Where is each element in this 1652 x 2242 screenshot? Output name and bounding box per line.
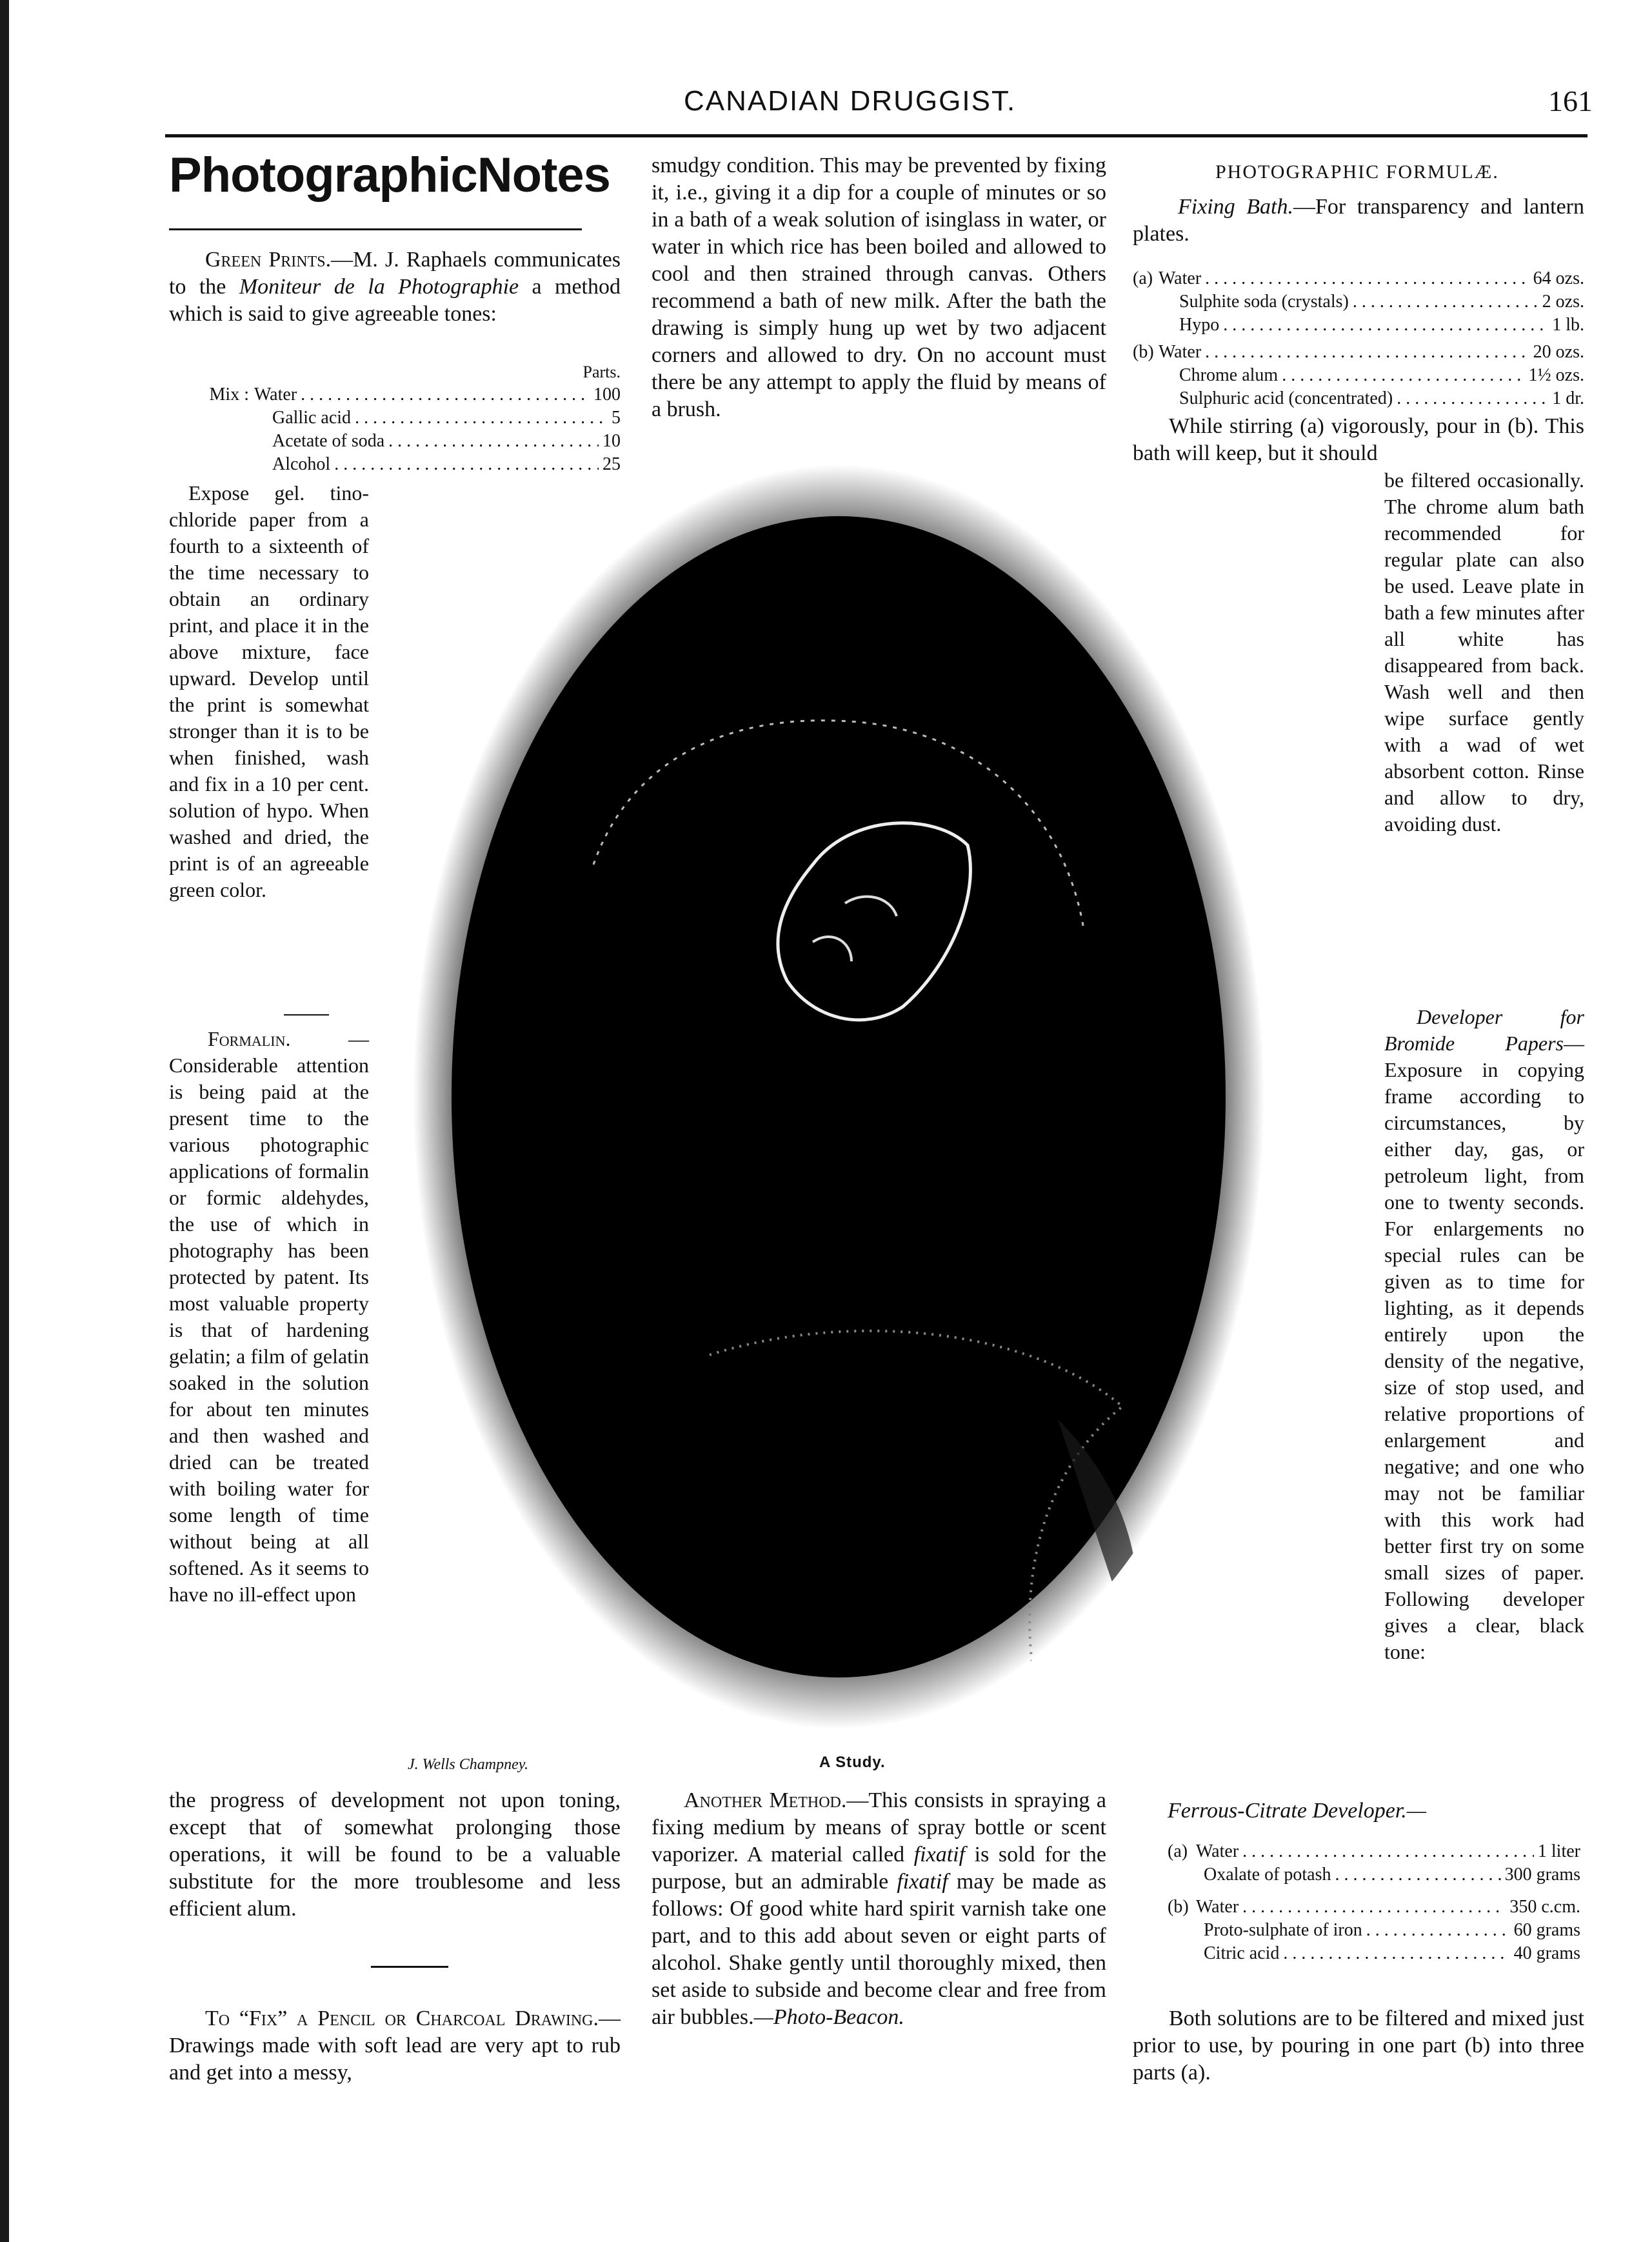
another-method-paragraph: Another Method.—This consists in spraying a fixing medium by means of spray bottle or scent vaporizer. A material called fixatif is sold for the purpose, but an admirable fixatif may be made as follows: Of good white hard spirit varnish take one part, and to this add about seven or eight parts of alcohol. Shake gently until thoroughly mixed, then set aside to subside and become clear and free from air bubbles.—Photo-Beacon. (652, 1788, 1106, 2029)
page-number: 161 (1548, 85, 1593, 117)
formula-row: Citric acid . . . 40 grams (1168, 1942, 1580, 1965)
fix-continuation: smudgy condition. This may be prevented by fixing it, i.e., giving it a dip for a couple of minutes or so in a bath of a weak solution of isinglass in water, or water in which rice has been boiled and allowed to cool and then strained through canvas. Others recommend a bath of new milk. After the bath the drawing is simply hung up wet by two adjacent corners and allowed to dry. On no account must there be any attempt to apply the fluid by means of a brush. (652, 154, 1106, 421)
bromide-developer-paragraph: Developer for Bromide Papers—Exposure in copying frame according to circumstances, by either day, gas, or petroleum light, from one to twenty seconds. For enlargements no special rules can be given as to time for lighting, as it depends entirely upon the density of the negative, size of stop used, and relative proportions of enlargement and negative; and one who may not be familiar with this work had better first try on some small sizes of paper. Following developer gives a clear, black tone: (1384, 1005, 1584, 1663)
photo-credit: J. Wells Champney. (408, 1756, 529, 1773)
mix-row: Acetate of soda . . . 10 (169, 430, 621, 453)
formulae-heading: PHOTOGRAPHIC FORMULÆ. (1215, 161, 1499, 183)
ferrous-citrate-title: Ferrous-Citrate Developer.— (1168, 1799, 1427, 1823)
scan-edge (0, 0, 9, 2242)
journal-name: Moniteur de la Photographie (239, 275, 519, 299)
formula-row: (b) Water . . . 20 ozs. (1133, 341, 1584, 364)
section-separator (371, 1966, 448, 1968)
formula-row: Proto-sulphate of iron . . . 60 grams (1168, 1919, 1580, 1942)
green-prints-paragraph: Green Prints.—M. J. Raphaels communicates to the Moniteur de la Photographie a method which is said to give agreeable tones: (169, 248, 621, 326)
formula-row: Sulphuric acid (concentrated) . . . 1 dr. (1133, 387, 1584, 410)
stirring-continuation: be filtered occasionally. The chrome alum bath recommended for regular plate can also be used. Leave plate in bath a few minutes after all white has disappeared from back. Wash well and then wipe surface gently with a wad of wet absorbent cotton. Rinse and allow to dry, avoiding dust. (1384, 468, 1584, 836)
source-citation: —Photo-Beacon. (753, 2005, 904, 2029)
formula-row: Chrome alum . . . 1½ ozs. (1133, 364, 1584, 387)
formula-row: (a) Water . . . 1 liter (1168, 1840, 1580, 1863)
ferrous-citrate-formula (1168, 1840, 1580, 1965)
section-title: PhotographicNotes (169, 148, 610, 203)
header-rule (165, 134, 1587, 137)
formula-row: Hypo . . . 1 lb. (1133, 314, 1584, 337)
parts-label: Parts. (582, 363, 621, 381)
fix-drawing-heading: To “Fix” a Pencil or Charcoal Drawing. (205, 2007, 599, 2030)
mix-row: Mix : Water . . . 100 (169, 383, 621, 406)
bromide-developer-title: Developer for Bromide Papers (1384, 1005, 1584, 1055)
another-method-heading: Another Method. (684, 1788, 847, 1812)
green-prints-heading: Green Prints. (205, 248, 332, 272)
formula-row: Sulphite soda (crystals) . . . 2 ozs. (1133, 290, 1584, 314)
mix-row: Alcohol . . . 25 (169, 453, 621, 476)
final-paragraph: Both solutions are to be filtered and mixed just prior to use, by pouring in one part (b) into three parts (a). (1133, 2007, 1584, 2085)
running-title: CANADIAN DRUGGIST. (684, 85, 1017, 117)
fixing-bath-paragraph: Fixing Bath.—For transparency and lantern plates. (1133, 195, 1584, 246)
fixing-bath-formula (1133, 267, 1584, 410)
fix-drawing-paragraph: To “Fix” a Pencil or Charcoal Drawing.—Drawings made with soft lead are very apt to rub and get into a messy, (169, 2007, 621, 2085)
mix-row: Gallic acid . . . 5 (169, 406, 621, 430)
short-separator (284, 1014, 329, 1016)
formalin-continuation: the progress of development not upon toning, except that of somewhat prolonging those operations, it will be found to be a valuable substitute for the more troublesome and less efficient alum. (169, 1788, 621, 1921)
formalin-heading: Formalin. (208, 1027, 291, 1050)
expose-paragraph: Expose gel. tino-chloride paper from a fourth to a sixteenth of the time necessary to obtain an ordinary print, and place it in the above mixture, face upward. Develop until the print is somewhat stronger than it is to be when finished, wash and fix in a 10 per cent. solution of hypo. When washed and dried, the print is of an agreeable green color. (169, 481, 369, 901)
figure-caption: A Study. (819, 1754, 886, 1771)
formalin-paragraph: Formalin. — Considerable attention is being paid at the present time to the various photographic applications of formalin or formic aldehydes, the use of which in photography has been protected by patent. Its most valuable property is that of hardening gelatin; a film of gelatin soaked in the solution for about ten minutes and then washed and dried can be treated with boiling water for some length of time without being at all softened. As it seems to have no ill-effect upon (169, 1027, 369, 1606)
portrait-illustration (400, 452, 1277, 1742)
title-rule (169, 228, 582, 230)
formula-row: (b) Water . . . 350 c.cm. (1168, 1896, 1580, 1919)
formula-row: (a) Water . . . 64 ozs. (1133, 267, 1584, 290)
fixing-bath-title: Fixing Bath. (1178, 195, 1293, 219)
stirring-paragraph: While stirring (a) vigorously, pour in (b). This bath will keep, but it should (1133, 414, 1584, 465)
formula-row: Oxalate of potash . . . 300 grams (1168, 1863, 1580, 1887)
